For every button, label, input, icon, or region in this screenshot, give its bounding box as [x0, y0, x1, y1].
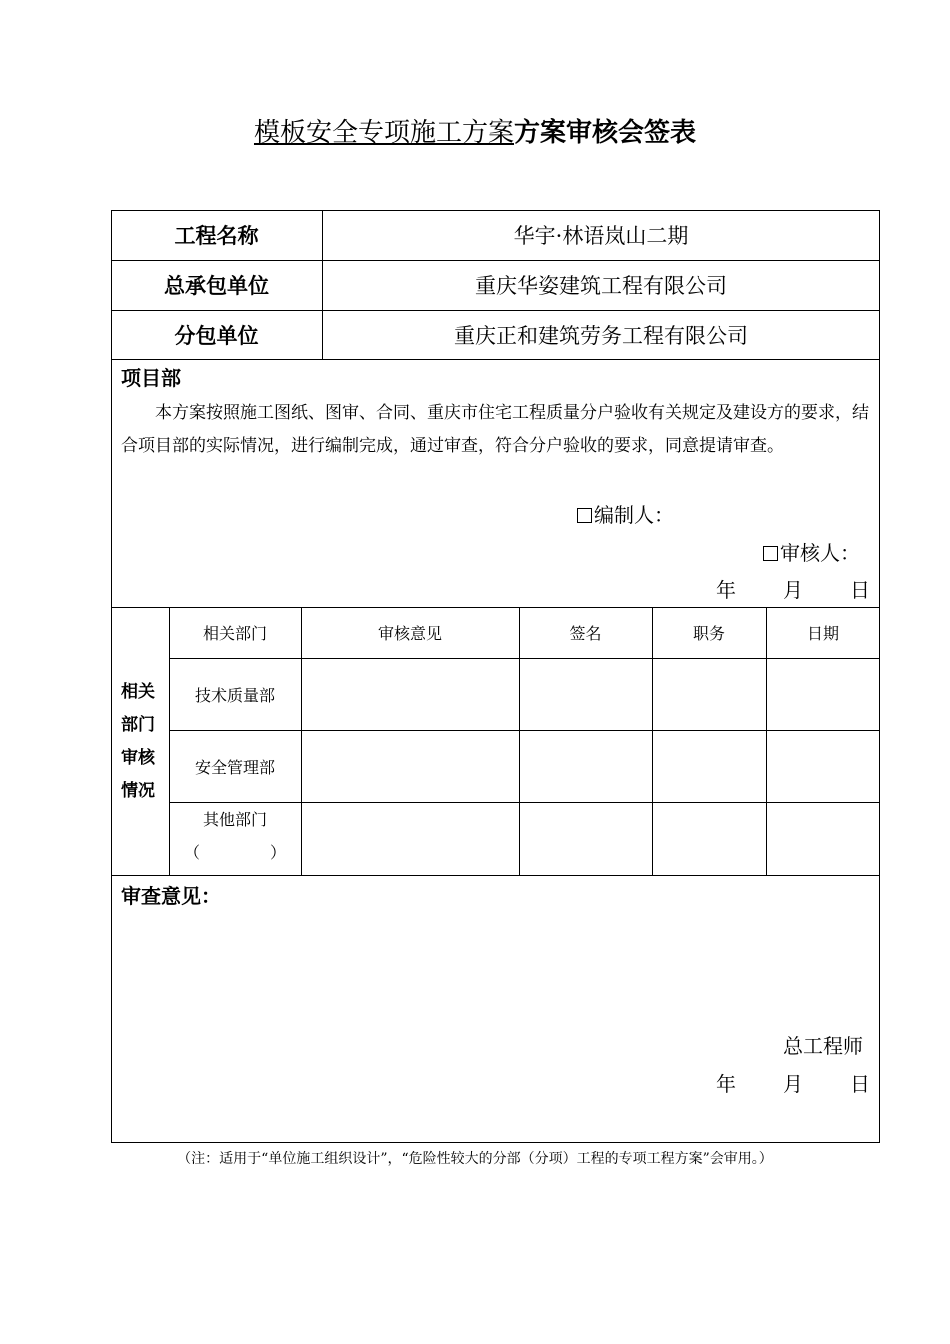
- row-divider: [169, 802, 880, 803]
- project-date-year: 年: [716, 578, 736, 602]
- header-department: 相关部门: [202, 624, 267, 643]
- opinion-date-month: 月: [783, 1072, 803, 1096]
- side-label-line: 审核: [121, 748, 155, 768]
- opinion-heading: 审查意见：: [121, 884, 221, 908]
- project-dept-heading: 项目部: [121, 366, 181, 390]
- dept-other: 其他部门: [202, 810, 267, 829]
- header-signature: 签名: [569, 624, 602, 643]
- contractor-value: 重庆华姿建筑工程有限公司: [475, 274, 727, 298]
- contractor-label: 总承包单位: [164, 274, 269, 298]
- title-rest: 方案审核会签表: [514, 118, 697, 148]
- row-divider: [111, 359, 880, 360]
- review-side-label: [121, 676, 161, 808]
- reviewer-checkbox[interactable]: [763, 546, 778, 561]
- reviewer-label: 审核人：: [780, 541, 860, 565]
- compiler-line: [577, 499, 674, 528]
- subcontractor-label: 分包单位: [174, 323, 259, 348]
- compiler-label: 编制人：: [594, 503, 674, 527]
- dept-other-open-paren: （: [184, 843, 201, 862]
- page-title: [0, 112, 950, 149]
- opinion-date-day: 日: [850, 1072, 870, 1096]
- opinion-date-year: 年: [716, 1072, 736, 1096]
- side-label-line: 相关: [121, 682, 155, 702]
- header-position: 职务: [692, 624, 725, 643]
- project-date-day: 日: [850, 578, 870, 602]
- dept-other-close-paren: ）: [270, 843, 287, 862]
- subcontractor-value: 重庆正和建筑劳务工程有限公司: [454, 323, 748, 348]
- header-date: 日期: [806, 624, 839, 643]
- side-label-line: 部门: [121, 715, 155, 735]
- dept-tech-quality: 技术质量部: [194, 685, 275, 705]
- header-opinion: 审核意见: [377, 624, 442, 643]
- project-dept-paragraph: 本方案按照施工图纸、图审、合同、重庆市住宅工程质量分户验收有关规定及建设方的要求，结合项目部的实际情况，进行编制完成，通过审查，符合分户验收的要求，同意提请审查。: [121, 403, 869, 456]
- side-label-line: 情况: [121, 781, 155, 801]
- project-name-label: 工程名称: [174, 224, 259, 248]
- chief-engineer-label: 总工程师: [783, 1034, 863, 1058]
- row-divider: [111, 875, 880, 876]
- project-name-value: 华宇·林语岚山二期: [513, 224, 689, 248]
- project-date-month: 月: [783, 578, 803, 602]
- title-underlined: 模板安全专项施工方案: [253, 118, 514, 148]
- compiler-checkbox[interactable]: [577, 508, 592, 523]
- footnote: （注：适用于“单位施工组织设计”，“危险性较大的分部（分项）工程的专项工程方案”会审用。）: [177, 1151, 773, 1167]
- reviewer-line: [763, 537, 860, 566]
- dept-safety-management: 安全管理部: [194, 757, 275, 777]
